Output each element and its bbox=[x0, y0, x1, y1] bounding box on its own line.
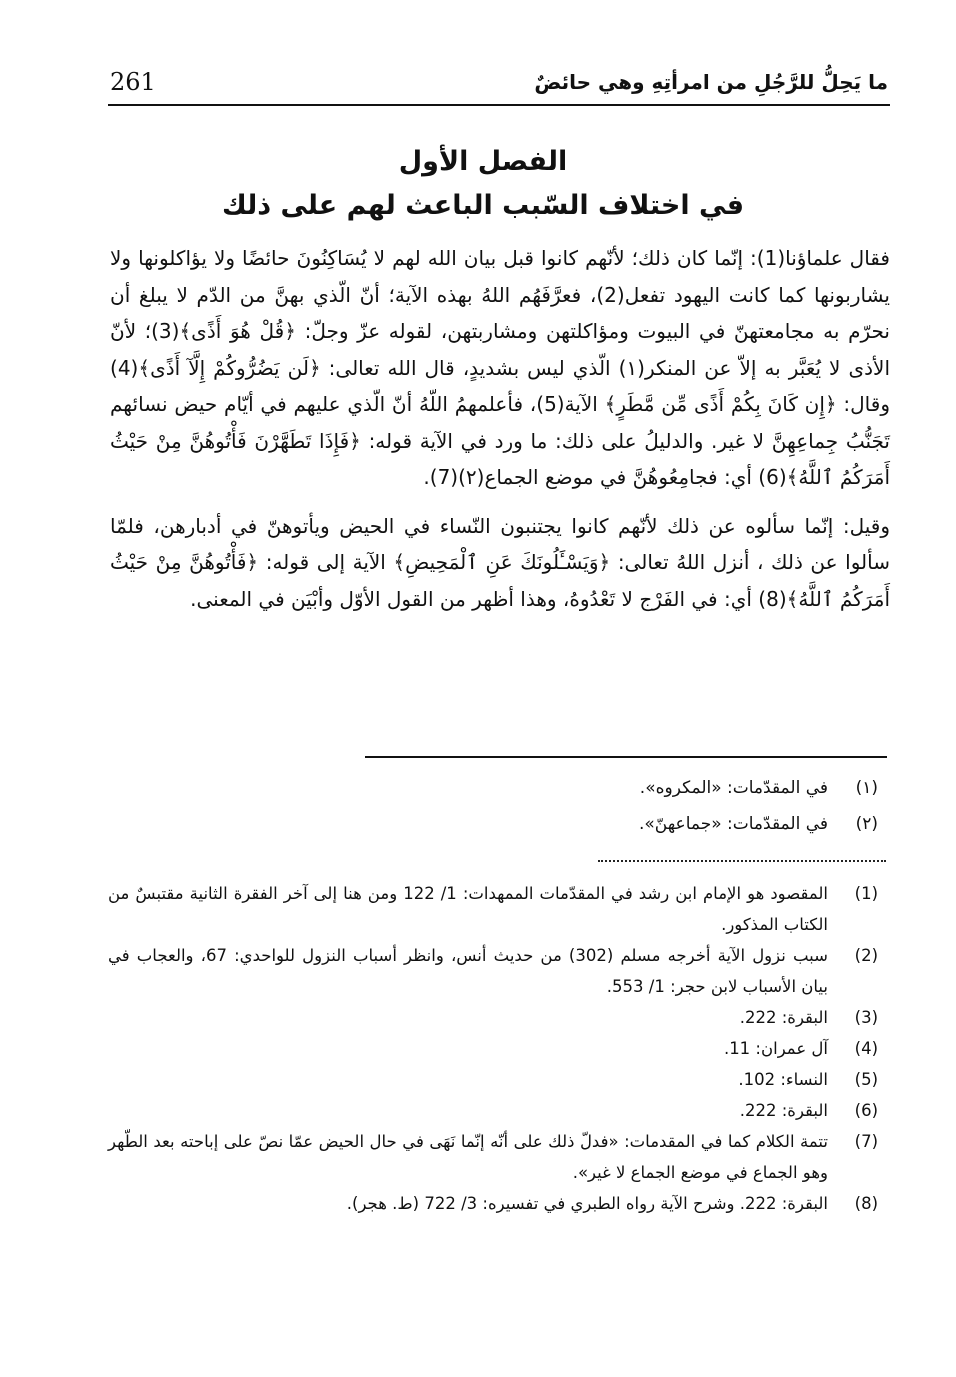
header-rule bbox=[108, 104, 890, 106]
paragraph: وقيل: إنّما سألوه عن ذلك لأنّهم كانوا يجتنبون النّساء في الحيض ويأتوهنّ في أدبارهن، فلمّا سألوا عن ذلك ، أنزل اللهُ تعالى: ﴿وَيَسْـَٔلُونَكَ عَنِ ٱلْمَحِيضِ﴾ الآية إلى قوله: ﴿فَأْتُوهُنَّ مِنْ حَيْثُ أَمَرَكُمُ ٱللَّهُ﴾(8) أي: في الفَرْج لا تَعْدُوهُ، وهذا أظهر من القول الأوّل وأبْيَن في المعنى. bbox=[110, 513, 890, 611]
footnote-item bbox=[108, 1033, 878, 1064]
footnote-number: (7) bbox=[854, 1132, 878, 1151]
note-number: (٢) bbox=[855, 814, 878, 834]
notes-separator bbox=[365, 756, 887, 758]
footnote-item bbox=[108, 940, 878, 1002]
footnote-item bbox=[108, 1002, 878, 1033]
footnote-text: سبب نزول الآية أخرجه مسلم (302) من حديث أنس، وانظر أسباب النزول للواحدي: 67، والعجاب في بيان الأسباب لابن حجر: 1/ 553. bbox=[108, 946, 828, 996]
chapter-title: الفصل الأول bbox=[398, 146, 568, 177]
footnotes-dotted-separator bbox=[598, 860, 886, 862]
main-text bbox=[110, 240, 890, 617]
chapter-heading bbox=[80, 140, 886, 228]
footnote-number: (3) bbox=[854, 1008, 878, 1027]
note-item bbox=[300, 806, 878, 842]
footnote-text: المقصود هو الإمام ابن رشد في المقدّمات الممهدات: 1/ 122 ومن هنا إلى آخر الفقرة الثانية مقتبسٌ من الكتاب المذكور. bbox=[108, 884, 828, 934]
footnote-item bbox=[108, 1095, 878, 1126]
footnote-text: البقرة: 222. وشرح الآية رواه الطبري في تفسيره: 3/ 722 (ط. هجر). bbox=[346, 1194, 828, 1213]
footnote-text: تتمة الكلام كما في المقدمات: «فدلّ ذلك على أنّه إنّما نَهَى في حال الحيض عمّا نصّ على إباحته بعد الطّهر وهو الجماع في موضع الجماع لا غير». bbox=[108, 1132, 828, 1182]
running-title: ما يَحِلُّ للرَّجُلِ من امرأتِهِ وهي حائضٌ bbox=[534, 70, 888, 94]
footnotes bbox=[108, 878, 878, 1219]
footnote-item bbox=[108, 878, 878, 940]
footnote-number: (5) bbox=[854, 1070, 878, 1089]
footnote-text: آل عمران: 11. bbox=[723, 1039, 828, 1058]
footnote-text: البقرة: 222. bbox=[739, 1008, 828, 1027]
footnote-number: (2) bbox=[854, 946, 878, 965]
running-head bbox=[110, 62, 888, 102]
footnote-number: (1) bbox=[854, 884, 878, 903]
footnote-item bbox=[108, 1126, 878, 1188]
footnote-item bbox=[108, 1188, 878, 1219]
page-number: 261 bbox=[110, 68, 156, 96]
footnote-text: النساء: 102. bbox=[738, 1070, 828, 1089]
footnote-item bbox=[108, 1064, 878, 1095]
note-item bbox=[300, 770, 878, 806]
chapter-subtitle: في اختلاف السّبب الباعث لهم على ذلك bbox=[221, 190, 745, 221]
note-text: في المقدّمات: «جماعهنّ». bbox=[638, 814, 828, 834]
note-number: (١) bbox=[855, 778, 878, 798]
paragraph: فقال علماؤنا(1): إنّما كان ذلك؛ لأنّهم كانوا قبل بيان الله لهم لا يُسَاكِنُونَ حائضًا ولا يؤاكلونها ولا يشاربونها كما كانت اليهود تفعل(2)، فعرَّفَهُم اللهُ بهذه الآية؛ أنّ الّذي بهنَّ من الدّم لا يبلغ أن نحرّم به مجامعتهنّ في البيوت ومؤاكلتهن ومشاربتهن، لقوله عزّ وجلّ: ﴿قُلْ هُوَ أَذًى﴾(3)؛ لأنّ الأذى لا يُعَبَّر به إلاّ عن المنكر(١) الّذي ليس بشديدٍ، قال الله تعالى: ﴿لَن يَضُرُّوكُمْ إِلَّآ أَذًى﴾(4) وقال: ﴿إِن كَانَ بِكُمْ أَذًى مِّن مَّطَرٍ﴾ الآية(5)، فأعلمهمُ اللّهُ أنّ الّذي عليهم في أيّام حيض نسائهم تَجَنُّبُ جِماعِهِنَّ لا غير. والدليلُ على ذلك: ما ورد في الآية قوله: ﴿فَإِذَا تَطَهَّرْنَ فَأْتُوهُنَّ مِنْ حَيْثُ أَمَرَكُمُ ٱللَّهُ﴾(6) أي: فجامِعُوهُنَّ في موضع الجماع(٢)(7). bbox=[110, 246, 890, 489]
footnote-number: (8) bbox=[854, 1194, 878, 1213]
footnote-number: (6) bbox=[854, 1101, 878, 1120]
footnote-number: (4) bbox=[854, 1039, 878, 1058]
editor-notes bbox=[300, 770, 878, 842]
note-text: في المقدّمات: «المكروه». bbox=[639, 778, 828, 798]
footnote-text: البقرة: 222. bbox=[739, 1101, 828, 1120]
